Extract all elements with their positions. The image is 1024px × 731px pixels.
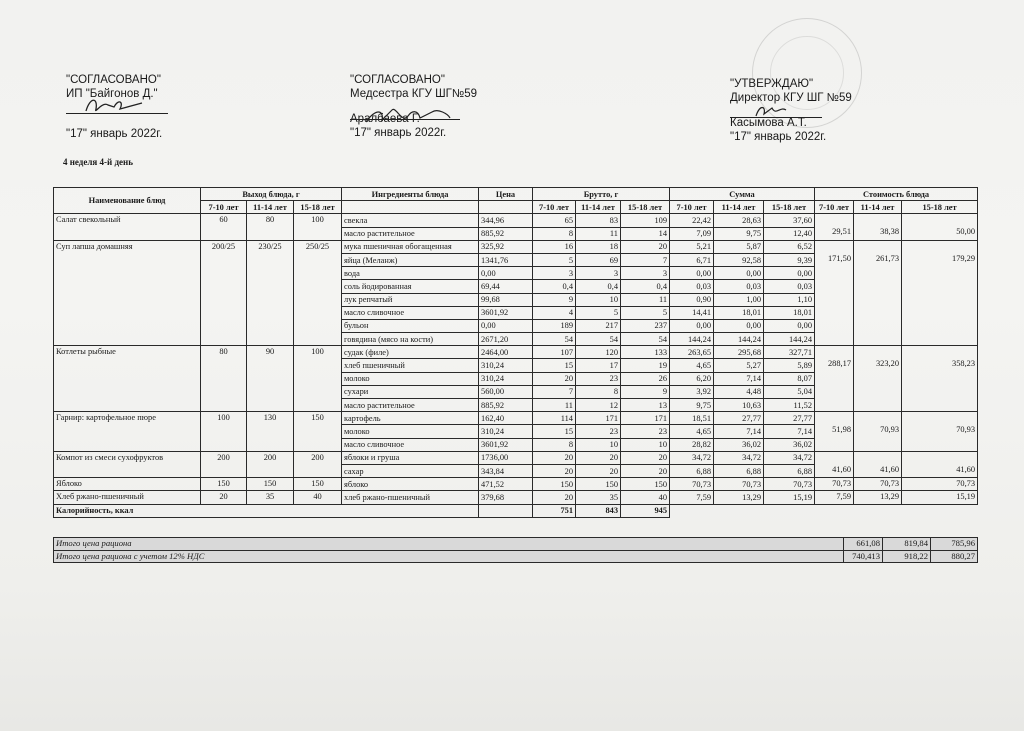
gross-value: 10 [576,438,621,451]
approval-2-title: "СОГЛАСОВАНО" [350,74,445,86]
table-row [54,451,978,464]
sum-value: 12,40 [764,227,815,240]
dish-output: 130 [247,412,294,452]
sum-value: 0,03 [670,280,714,293]
gross-value: 8 [576,385,621,398]
sum-value: 9,75 [670,399,714,412]
sum-value: 3,92 [670,385,714,398]
ingredient-name: судак (филе) [342,346,479,359]
dish-cost: 171,50 [815,240,854,346]
dish-output: 100 [294,214,342,240]
gross-value: 150 [621,478,670,491]
sum-value: 5,89 [764,359,815,372]
ingredient-name: бульон [342,319,479,332]
dish-name: Хлеб ржано-пшеничный [54,491,201,504]
gross-value: 0,4 [621,280,670,293]
col-dish: Наименование блюд [54,188,201,214]
dish-cost: 51,98 [815,412,854,452]
signature-3 [752,102,792,120]
age-header: 15-18 лет [621,201,670,214]
dish-output: 80 [247,214,294,240]
dish-cost: 7,59 [815,491,854,504]
dish-cost: 288,17 [815,346,854,412]
sum-value: 28,82 [670,438,714,451]
gross-value: 69 [576,253,621,266]
gross-value: 23 [576,372,621,385]
dish-output: 80 [201,346,247,412]
dish-output: 35 [247,491,294,504]
gross-value: 11 [533,399,576,412]
price-subheader [479,201,533,214]
ingredient-price: 310,24 [479,372,533,385]
sum-value: 144,24 [670,333,714,346]
ingredient-name: сухари [342,385,479,398]
sum-value: 36,02 [764,438,815,451]
gross-value: 18 [576,240,621,253]
gross-value: 12 [576,399,621,412]
dish-cost: 41,60 [815,451,854,477]
dish-cost: 261,73 [854,240,902,346]
ingredient-price: 310,24 [479,359,533,372]
gross-value: 23 [576,425,621,438]
gross-value: 20 [533,491,576,504]
dish-cost: 13,29 [854,491,902,504]
age-header-output: 15-18 лет [294,201,342,214]
sum-value: 6,88 [670,464,714,477]
sum-value: 8,07 [764,372,815,385]
ingredient-name: говядина (мясо на кости) [342,333,479,346]
ingredient-name: молоко [342,425,479,438]
ingredient-price: 560,00 [479,385,533,398]
gross-value: 20 [576,464,621,477]
col-output: Выход блюда, г [201,188,342,201]
gross-value: 107 [533,346,576,359]
gross-value: 14 [621,227,670,240]
ingredient-price: 2464,00 [479,346,533,359]
sum-value: 5,27 [714,359,764,372]
sum-value: 0,90 [670,293,714,306]
gross-value: 171 [621,412,670,425]
gross-value: 189 [533,319,576,332]
ingredient-name: картофель [342,412,479,425]
ingredient-name: сахар [342,464,479,477]
dish-cost: 29,51 [815,214,854,240]
gross-value: 5 [621,306,670,319]
gross-value: 114 [533,412,576,425]
sum-value: 14,41 [670,306,714,319]
gross-value: 54 [533,333,576,346]
sum-value: 144,24 [764,333,815,346]
sum-value: 4,65 [670,425,714,438]
signature-1 [80,93,150,117]
ingredient-price: 3601,92 [479,306,533,319]
gross-value: 23 [621,425,670,438]
gross-value: 171 [576,412,621,425]
ingredient-price: 310,24 [479,425,533,438]
sum-value: 18,51 [670,412,714,425]
sum-value: 1,00 [714,293,764,306]
sum-value: 9,39 [764,253,815,266]
dish-output: 200 [247,451,294,477]
sum-value: 5,21 [670,240,714,253]
gross-value: 133 [621,346,670,359]
ingredient-name: молоко [342,372,479,385]
dish-name: Котлеты рыбные [54,346,201,412]
dish-cost: 323,20 [854,346,902,412]
gross-value: 20 [621,464,670,477]
ingredient-name: яйца (Меланж) [342,253,479,266]
gross-value: 15 [533,425,576,438]
totals-value: 880,27 [931,550,978,563]
dish-output: 20 [201,491,247,504]
sum-value: 13,29 [714,491,764,504]
dish-cost: 41,60 [854,451,902,477]
dish-output: 100 [201,412,247,452]
gross-value: 54 [576,333,621,346]
gross-value: 20 [621,240,670,253]
col-price: Цена [479,188,533,201]
sum-value: 327,71 [764,346,815,359]
signature-2 [362,104,454,128]
approval-3-person: Директор КГУ ШГ №59 [730,92,852,104]
totals-row [54,538,978,551]
dish-name: Суп лапша домашняя [54,240,201,346]
dish-output: 150 [201,478,247,491]
gross-value: 8 [533,227,576,240]
gross-value: 9 [621,385,670,398]
gross-value: 5 [533,253,576,266]
dish-cost: 70,93 [854,412,902,452]
col-sum: Сумма [670,188,815,201]
totals-value: 785,96 [931,538,978,551]
sum-value: 18,01 [764,306,815,319]
ingredient-name: вода [342,267,479,280]
sum-value: 10,63 [714,399,764,412]
sum-value: 70,73 [670,478,714,491]
gross-value: 40 [621,491,670,504]
ingredient-name: масло растительное [342,227,479,240]
sum-value: 263,65 [670,346,714,359]
age-header: 7-10 лет [533,201,576,214]
age-header: 15-18 лет [902,201,978,214]
gross-value: 20 [621,451,670,464]
dish-output: 40 [294,491,342,504]
totals-label: Итого цена рациона с учетом 12% НДС [54,550,844,563]
dish-cost: 15,19 [902,491,978,504]
approval-3-name: Касымова А.Т. [730,117,807,129]
sum-value: 28,63 [714,214,764,227]
gross-value: 5 [576,306,621,319]
ingredient-price: 99,68 [479,293,533,306]
approval-3-title: "УТВЕРЖДАЮ" [730,78,814,90]
header-row-1 [54,188,978,201]
sum-value: 144,24 [714,333,764,346]
calories-value: 751 [533,504,576,517]
totals-value: 740,413 [844,550,883,563]
ingredient-price: 2671,20 [479,333,533,346]
age-header: 11-14 лет [854,201,902,214]
week-day-label: 4 неделя 4-й день [63,157,133,167]
sum-value: 295,68 [714,346,764,359]
totals-value: 918,22 [883,550,931,563]
gross-value: 10 [576,293,621,306]
gross-value: 11 [576,227,621,240]
sum-value: 11,52 [764,399,815,412]
sum-value: 36,02 [714,438,764,451]
gross-value: 15 [533,359,576,372]
ingredient-price: 0,00 [479,267,533,280]
table-row [54,214,978,227]
gross-value: 35 [576,491,621,504]
ingredient-name: яблоко [342,478,479,491]
calories-empty [670,504,978,517]
age-header-output: 11-14 лет [247,201,294,214]
ingredient-price: 162,40 [479,412,533,425]
approval-3-date: "17" январь 2022г. [730,131,827,143]
sum-value: 37,60 [764,214,815,227]
gross-value: 3 [533,267,576,280]
dish-name: Яблоко [54,478,201,491]
gross-value: 120 [576,346,621,359]
sum-value: 5,04 [764,385,815,398]
dish-cost: 50,00 [902,214,978,240]
ingredient-price: 1341,76 [479,253,533,266]
sum-value: 5,87 [714,240,764,253]
sum-value: 7,59 [670,491,714,504]
ingredient-price: 1736,00 [479,451,533,464]
gross-value: 19 [621,359,670,372]
gross-value: 150 [576,478,621,491]
dish-cost: 70,73 [902,478,978,491]
dish-cost: 41,60 [902,451,978,477]
sum-value: 4,48 [714,385,764,398]
sum-value: 0,03 [764,280,815,293]
col-gross: Брутто, г [533,188,670,201]
calories-value: 945 [621,504,670,517]
sum-value: 34,72 [714,451,764,464]
totals-value: 661,08 [844,538,883,551]
totals-table [53,537,978,563]
sum-value: 6,20 [670,372,714,385]
dish-output: 90 [247,346,294,412]
sum-value: 0,00 [714,267,764,280]
dish-output: 100 [294,346,342,412]
ingredient-price: 885,92 [479,399,533,412]
dish-output: 230/25 [247,240,294,346]
gross-value: 217 [576,319,621,332]
table-row [54,346,978,359]
approval-2-person: Медсестра КГУ ШГ№59 [350,88,478,100]
totals-value: 819,84 [883,538,931,551]
ingredient-name: хлеб ржано-пшеничный [342,491,479,504]
ingredient-price: 325,92 [479,240,533,253]
calories-row [54,504,978,517]
dish-output: 150 [247,478,294,491]
ingredient-name: масло сливочное [342,438,479,451]
totals-row [54,550,978,563]
dish-name: Гарнир: картофельное пюре [54,412,201,452]
sum-value: 6,71 [670,253,714,266]
gross-value: 54 [621,333,670,346]
dish-cost: 70,73 [815,478,854,491]
gross-value: 3 [576,267,621,280]
ingredient-price: 885,92 [479,227,533,240]
sum-value: 7,14 [714,372,764,385]
age-header: 7-10 лет [815,201,854,214]
calories-label: Калорийность, ккал [54,504,479,517]
col-cost: Стоимость блюда [815,188,978,201]
sum-value: 92,58 [714,253,764,266]
sum-value: 7,09 [670,227,714,240]
dish-cost: 70,73 [854,478,902,491]
sum-value: 34,72 [764,451,815,464]
ingredient-price: 3601,92 [479,438,533,451]
totals-label: Итого цена рациона [54,538,844,551]
ingredient-name: хлеб пшеничный [342,359,479,372]
gross-value: 20 [533,464,576,477]
gross-value: 150 [533,478,576,491]
dish-output: 200/25 [201,240,247,346]
ingredient-name: соль йодированная [342,280,479,293]
approval-2-date: "17" январь 2022г. [350,127,447,139]
gross-value: 8 [533,438,576,451]
sum-value: 9,75 [714,227,764,240]
sum-value: 0,00 [714,319,764,332]
table-row [54,491,978,504]
sum-value: 0,00 [670,319,714,332]
ingredient-name: лук репчатый [342,293,479,306]
dish-output: 150 [294,478,342,491]
ingredients-subheader [342,201,479,214]
dish-output: 250/25 [294,240,342,346]
gross-value: 109 [621,214,670,227]
sum-value: 6,88 [714,464,764,477]
age-header: 15-18 лет [764,201,815,214]
gross-value: 4 [533,306,576,319]
approval-1-person: ИП "Байгонов Д." [66,88,158,100]
sum-value: 0,03 [714,280,764,293]
sum-value: 7,14 [714,425,764,438]
approval-2-name: Аралбаева Г. [350,113,420,125]
dish-name: Салат свекольный [54,214,201,240]
sum-value: 70,73 [714,478,764,491]
dish-output: 150 [294,412,342,452]
approval-1-title: "СОГЛАСОВАНО" [66,74,161,86]
gross-value: 17 [576,359,621,372]
sum-value: 27,77 [714,412,764,425]
gross-value: 20 [533,372,576,385]
dish-output: 200 [294,451,342,477]
table-row [54,412,978,425]
dish-cost: 179,29 [902,240,978,346]
sum-value: 7,14 [764,425,815,438]
sum-value: 70,73 [764,478,815,491]
ingredient-name: мука пшеничная обогащенная [342,240,479,253]
ingredient-name: яблоки и груша [342,451,479,464]
gross-value: 7 [621,253,670,266]
age-header: 7-10 лет [670,201,714,214]
ingredient-name: масло сливочное [342,306,479,319]
gross-value: 9 [533,293,576,306]
gross-value: 13 [621,399,670,412]
gross-value: 10 [621,438,670,451]
gross-value: 7 [533,385,576,398]
sum-value: 0,00 [764,319,815,332]
calories-empty [479,504,533,517]
gross-value: 83 [576,214,621,227]
sum-value: 6,52 [764,240,815,253]
age-header: 11-14 лет [576,201,621,214]
gross-value: 3 [621,267,670,280]
dish-name: Компот из смеси сухофруктов [54,451,201,477]
sum-value: 18,01 [714,306,764,319]
sum-value: 1,10 [764,293,815,306]
gross-value: 20 [533,451,576,464]
sum-value: 0,00 [764,267,815,280]
ingredient-name: свекла [342,214,479,227]
ingredient-name: масло растительное [342,399,479,412]
ingredient-price: 379,68 [479,491,533,504]
ingredient-price: 471,52 [479,478,533,491]
table-row [54,478,978,491]
gross-value: 16 [533,240,576,253]
sum-value: 0,00 [670,267,714,280]
age-header-output: 7-10 лет [201,201,247,214]
dish-output: 60 [201,214,247,240]
sum-value: 6,88 [764,464,815,477]
gross-value: 237 [621,319,670,332]
age-header: 11-14 лет [714,201,764,214]
calories-value: 843 [576,504,621,517]
gross-value: 0,4 [576,280,621,293]
gross-value: 20 [576,451,621,464]
sum-value: 22,42 [670,214,714,227]
gross-value: 26 [621,372,670,385]
ingredient-price: 69,44 [479,280,533,293]
ingredient-price: 344,96 [479,214,533,227]
gross-value: 11 [621,293,670,306]
dish-cost: 70,93 [902,412,978,452]
col-ingredients: Ингредиенты блюда [342,188,479,201]
ingredient-price: 0,00 [479,319,533,332]
approval-1-date: "17" январь 2022г. [66,128,163,140]
table-row [54,240,978,253]
menu-table [53,187,978,518]
dish-output: 200 [201,451,247,477]
dish-cost: 38,38 [854,214,902,240]
gross-value: 0,4 [533,280,576,293]
sum-value: 4,65 [670,359,714,372]
dish-cost: 358,23 [902,346,978,412]
ingredient-price: 343,84 [479,464,533,477]
sum-value: 15,19 [764,491,815,504]
sum-value: 34,72 [670,451,714,464]
gross-value: 65 [533,214,576,227]
sum-value: 27,77 [764,412,815,425]
